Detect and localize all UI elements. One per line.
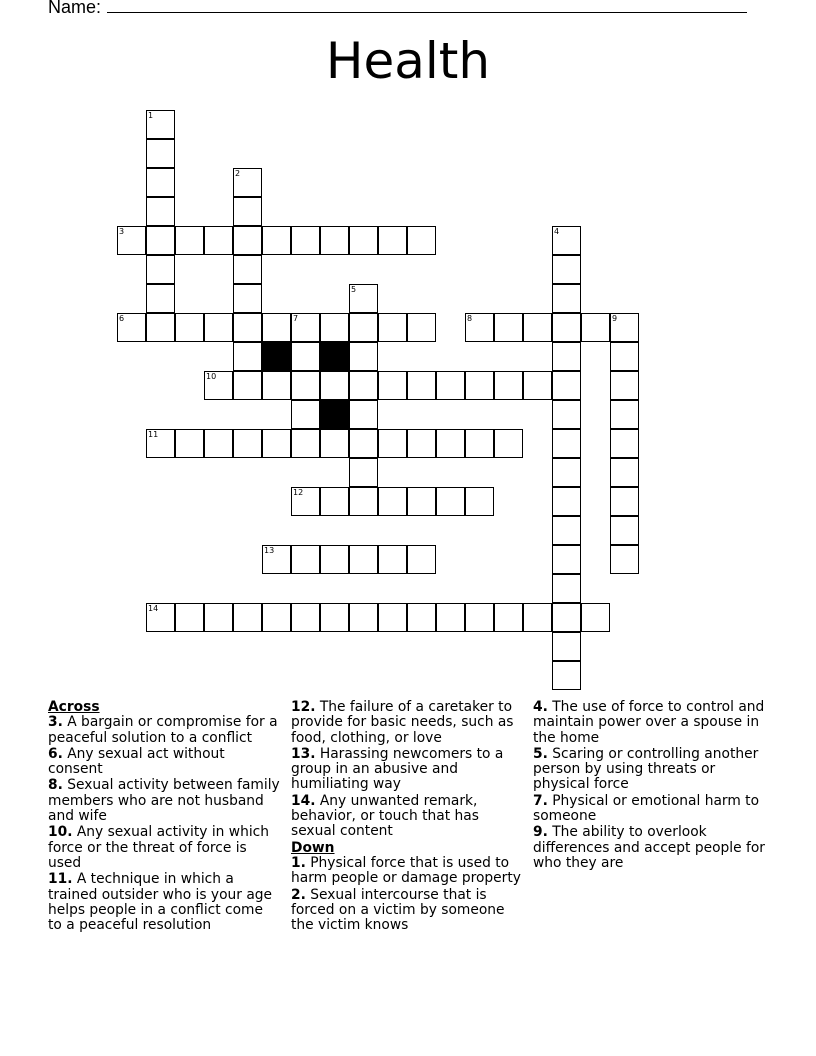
clue-across-11: 11. A technique in which a trained outsider who is your age helps people in a conflict come to a peaceful resolution bbox=[48, 871, 273, 934]
grid-cell[interactable] bbox=[407, 226, 436, 255]
grid-cell[interactable] bbox=[320, 226, 349, 255]
grid-cell[interactable] bbox=[552, 284, 581, 313]
clue-number: 5 bbox=[351, 285, 357, 294]
grid-cell[interactable] bbox=[581, 603, 610, 632]
grid-cell[interactable] bbox=[610, 487, 639, 516]
grid-cell[interactable] bbox=[407, 545, 436, 574]
grid-cell[interactable] bbox=[465, 603, 494, 632]
grid-cell[interactable] bbox=[146, 226, 175, 255]
grid-cell[interactable] bbox=[407, 429, 436, 458]
clues-column-2 bbox=[291, 700, 523, 934]
grid-cell[interactable] bbox=[378, 226, 407, 255]
grid-cell[interactable] bbox=[291, 429, 320, 458]
grid-cell[interactable] bbox=[465, 429, 494, 458]
grid-cell[interactable] bbox=[291, 342, 320, 371]
grid-cell[interactable] bbox=[233, 168, 262, 197]
grid-cell[interactable] bbox=[117, 313, 146, 342]
grid-cell[interactable] bbox=[320, 429, 349, 458]
clue-down-4: 4. The use of force to control and maintain power over a spouse in the home bbox=[533, 699, 765, 746]
grid-cell[interactable] bbox=[204, 603, 233, 632]
grid-cell[interactable] bbox=[291, 371, 320, 400]
grid-cell[interactable] bbox=[552, 458, 581, 487]
grid-cell[interactable] bbox=[494, 429, 523, 458]
grid-cell[interactable] bbox=[349, 545, 378, 574]
grid-cell[interactable] bbox=[552, 342, 581, 371]
clue-across-14: 14. Any unwanted remark, behavior, or touch that has sexual content bbox=[291, 792, 479, 840]
grid-cell[interactable] bbox=[262, 371, 291, 400]
grid-cell[interactable] bbox=[610, 400, 639, 429]
grid-cell[interactable] bbox=[349, 603, 378, 632]
clue-across-8: 8. Sexual activity between family members who are not husband and wife bbox=[48, 777, 280, 825]
grid-cell[interactable] bbox=[610, 516, 639, 545]
down-heading: Down bbox=[291, 839, 335, 856]
grid-cell[interactable] bbox=[146, 429, 175, 458]
grid-cell[interactable] bbox=[349, 400, 378, 429]
grid-cell[interactable] bbox=[146, 603, 175, 632]
clue-number: 8 bbox=[467, 314, 473, 323]
grid-cell[interactable] bbox=[175, 429, 204, 458]
grid-cell[interactable] bbox=[175, 313, 204, 342]
grid-cell[interactable] bbox=[349, 342, 378, 371]
grid-cell[interactable] bbox=[407, 371, 436, 400]
clue-across-13: 13. Harassing newcomers to a group in an abusive and humiliating way bbox=[291, 745, 504, 793]
grid-cell[interactable] bbox=[378, 313, 407, 342]
clue-down-9: 9. The ability to overlook differences and accept people for who they are bbox=[533, 824, 765, 871]
clue-across-12: 12. The failure of a caretaker to provide for basic needs, such as food, clothing, or love bbox=[291, 699, 514, 746]
grid-cell[interactable] bbox=[291, 545, 320, 574]
grid-cell[interactable] bbox=[552, 226, 581, 255]
grid-cell[interactable] bbox=[146, 284, 175, 313]
grid-cell[interactable] bbox=[436, 603, 465, 632]
clues-column-1 bbox=[48, 700, 280, 934]
grid-cell[interactable] bbox=[204, 226, 233, 255]
grid-cell[interactable] bbox=[262, 545, 291, 574]
clue-down-2: 2. Sexual intercourse that is forced on a victim by someone the victim knows bbox=[291, 886, 505, 934]
grid-cell[interactable] bbox=[146, 139, 175, 168]
grid-cell[interactable] bbox=[610, 313, 639, 342]
grid-cell[interactable] bbox=[349, 371, 378, 400]
grid-cell[interactable] bbox=[610, 458, 639, 487]
grid-cell[interactable] bbox=[320, 487, 349, 516]
across-heading: Across bbox=[48, 699, 100, 715]
grid-cell[interactable] bbox=[378, 429, 407, 458]
clue-number: 1 bbox=[148, 111, 154, 120]
black-cell bbox=[320, 342, 349, 371]
grid-cell[interactable] bbox=[552, 545, 581, 574]
clue-number: 13 bbox=[264, 546, 275, 555]
grid-cell[interactable] bbox=[233, 371, 262, 400]
grid-cell[interactable] bbox=[523, 603, 552, 632]
grid-cell[interactable] bbox=[465, 371, 494, 400]
grid-cell[interactable] bbox=[610, 371, 639, 400]
grid-cell[interactable] bbox=[204, 313, 233, 342]
grid-cell[interactable] bbox=[407, 487, 436, 516]
clue-number: 9 bbox=[612, 314, 618, 323]
grid-cell[interactable] bbox=[552, 574, 581, 603]
grid-cell[interactable] bbox=[291, 487, 320, 516]
grid-cell[interactable] bbox=[494, 371, 523, 400]
grid-cell[interactable] bbox=[407, 603, 436, 632]
grid-cell[interactable] bbox=[146, 168, 175, 197]
grid-cell[interactable] bbox=[349, 487, 378, 516]
grid-cell[interactable] bbox=[552, 400, 581, 429]
grid-cell[interactable] bbox=[552, 603, 581, 632]
grid-cell[interactable] bbox=[610, 342, 639, 371]
grid-cell[interactable] bbox=[610, 429, 639, 458]
black-cell bbox=[320, 400, 349, 429]
clue-number: 2 bbox=[235, 169, 241, 178]
grid-cell[interactable] bbox=[378, 371, 407, 400]
grid-cell[interactable] bbox=[436, 487, 465, 516]
grid-cell[interactable] bbox=[552, 313, 581, 342]
clue-number: 4 bbox=[554, 227, 560, 236]
grid-cell[interactable] bbox=[233, 284, 262, 313]
clue-number: 6 bbox=[119, 314, 125, 323]
grid-cell[interactable] bbox=[262, 226, 291, 255]
clue-number: 10 bbox=[206, 372, 217, 381]
grid-cell[interactable] bbox=[349, 429, 378, 458]
grid-cell[interactable] bbox=[204, 429, 233, 458]
clues-column-3 bbox=[533, 700, 765, 872]
grid-cell[interactable] bbox=[146, 255, 175, 284]
grid-cell[interactable] bbox=[146, 313, 175, 342]
grid-cell[interactable] bbox=[175, 226, 204, 255]
grid-cell[interactable] bbox=[291, 400, 320, 429]
grid-cell[interactable] bbox=[349, 458, 378, 487]
clue-down-5: 5. Scaring or controlling another person by using threats or physical force bbox=[533, 745, 759, 793]
grid-cell[interactable] bbox=[262, 429, 291, 458]
grid-cell[interactable] bbox=[552, 661, 581, 690]
grid-cell[interactable] bbox=[523, 371, 552, 400]
grid-cell[interactable] bbox=[552, 487, 581, 516]
grid-cell[interactable] bbox=[291, 226, 320, 255]
name-label: Name: bbox=[48, 0, 102, 17]
grid-cell[interactable] bbox=[552, 632, 581, 661]
grid-cell[interactable] bbox=[262, 603, 291, 632]
grid-cell[interactable] bbox=[436, 371, 465, 400]
grid-cell[interactable] bbox=[117, 226, 146, 255]
grid-cell[interactable] bbox=[291, 313, 320, 342]
clue-across-3: 3. A bargain or compromise for a peaceful solution to a conflict bbox=[48, 714, 278, 746]
grid-cell[interactable] bbox=[407, 313, 436, 342]
grid-cell[interactable] bbox=[378, 487, 407, 516]
page-title: Health bbox=[325, 32, 491, 90]
grid-cell[interactable] bbox=[465, 313, 494, 342]
clue-number: 14 bbox=[148, 604, 159, 613]
grid-cell[interactable] bbox=[494, 313, 523, 342]
grid-cell[interactable] bbox=[494, 603, 523, 632]
grid-cell[interactable] bbox=[233, 429, 262, 458]
grid-cell[interactable] bbox=[436, 429, 465, 458]
grid-cell[interactable] bbox=[610, 545, 639, 574]
grid-cell[interactable] bbox=[552, 371, 581, 400]
grid-cell[interactable] bbox=[349, 284, 378, 313]
clue-across-6: 6. Any sexual act without consent bbox=[48, 745, 225, 778]
grid-cell[interactable] bbox=[349, 313, 378, 342]
grid-cell[interactable] bbox=[146, 110, 175, 139]
grid-cell[interactable] bbox=[552, 429, 581, 458]
grid-cell[interactable] bbox=[262, 313, 291, 342]
grid-cell[interactable] bbox=[233, 197, 262, 226]
grid-cell[interactable] bbox=[378, 603, 407, 632]
grid-cell[interactable] bbox=[320, 545, 349, 574]
grid-cell[interactable] bbox=[320, 603, 349, 632]
grid-cell[interactable] bbox=[581, 313, 610, 342]
clue-down-1: 1. Physical force that is used to harm people or damage property bbox=[291, 854, 521, 887]
grid-cell[interactable] bbox=[552, 255, 581, 284]
clue-down-7: 7. Physical or emotional harm to someone bbox=[533, 792, 760, 825]
grid-cell[interactable] bbox=[233, 313, 262, 342]
clue-number: 12 bbox=[293, 488, 304, 497]
grid-cell[interactable] bbox=[378, 545, 407, 574]
clue-number: 7 bbox=[293, 314, 299, 323]
grid-cell[interactable] bbox=[233, 255, 262, 284]
grid-cell[interactable] bbox=[204, 371, 233, 400]
grid-cell[interactable] bbox=[175, 603, 204, 632]
grid-cell[interactable] bbox=[320, 371, 349, 400]
clue-number: 3 bbox=[119, 227, 125, 236]
grid-cell[interactable] bbox=[146, 197, 175, 226]
clue-number: 11 bbox=[148, 430, 159, 439]
clue-across-10: 10. Any sexual activity in which force or the threat of force is used bbox=[48, 824, 269, 871]
black-cell bbox=[262, 342, 291, 371]
grid-cell[interactable] bbox=[349, 226, 378, 255]
grid-cell[interactable] bbox=[233, 342, 262, 371]
grid-cell[interactable] bbox=[320, 313, 349, 342]
grid-cell[interactable] bbox=[552, 516, 581, 545]
grid-cell[interactable] bbox=[465, 487, 494, 516]
grid-cell[interactable] bbox=[233, 226, 262, 255]
grid-cell[interactable] bbox=[291, 603, 320, 632]
grid-cell[interactable] bbox=[523, 313, 552, 342]
grid-cell[interactable] bbox=[233, 603, 262, 632]
